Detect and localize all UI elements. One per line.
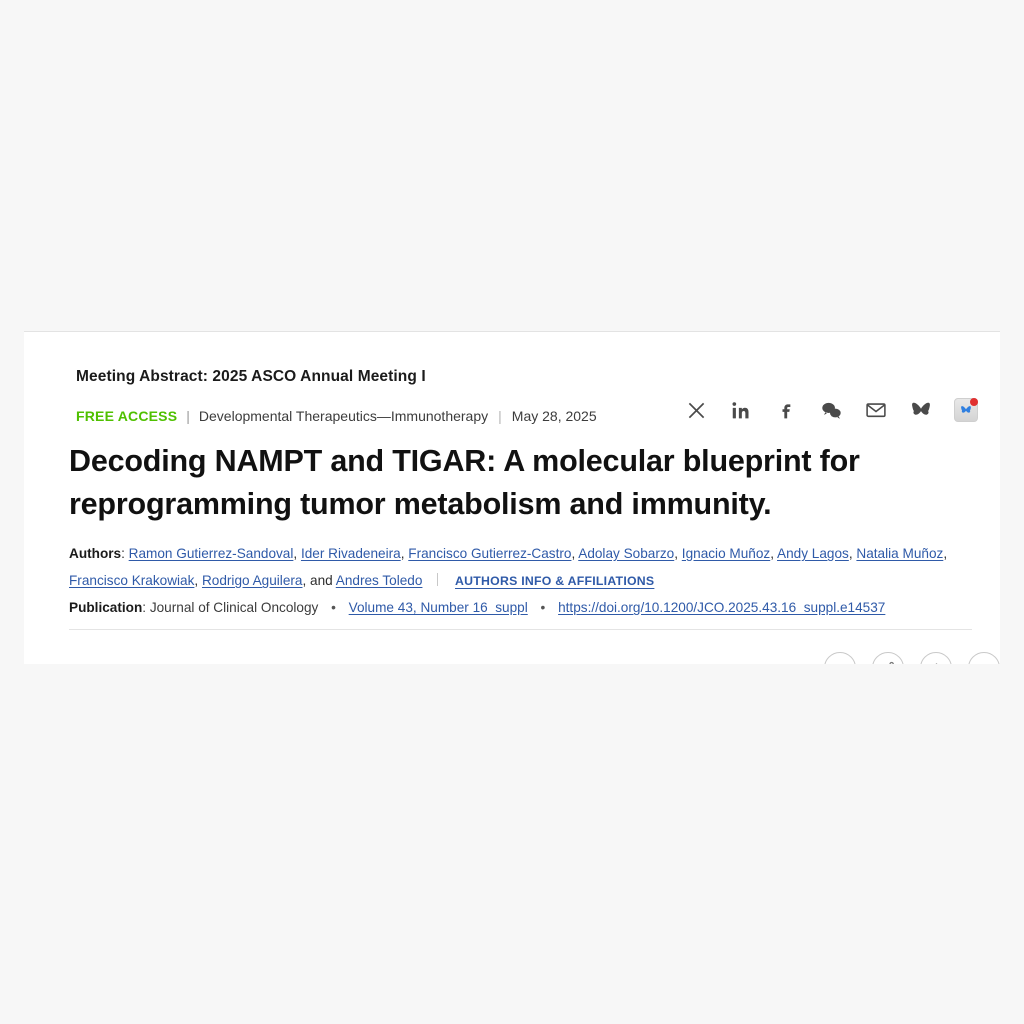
wechat-icon[interactable]: [819, 398, 843, 422]
facebook-icon[interactable]: [774, 398, 798, 422]
free-access-badge: FREE ACCESS: [76, 408, 178, 424]
authors-info-affiliations-link[interactable]: AUTHORS INFO & AFFILIATIONS: [455, 574, 655, 588]
article-header-card: [24, 331, 1000, 664]
author-link[interactable]: Ider Rivadeneira: [300, 546, 401, 561]
author-link[interactable]: Ramon Gutierrez-Sandoval: [128, 546, 294, 561]
email-icon[interactable]: [864, 398, 888, 422]
bluesky-app-badge-icon[interactable]: [954, 398, 978, 422]
publication-date: May 28, 2025: [511, 408, 597, 424]
author-link[interactable]: Rodrigo Aguilera: [201, 573, 303, 588]
authors-divider: [437, 573, 438, 586]
volume-link[interactable]: Volume 43, Number 16_suppl: [348, 600, 528, 615]
authors-block: Authors: Ramon Gutierrez-Sandoval, Ider Rivadeneira, Francisco Gutierrez-Castro, Adolay Sobarzo, Ignacio Muñoz, Andy Lagos, Natalia Muñoz, Francisco Krakowiak, Rodrigo Aguilera, and Andres Toledo AUTHORS INFO & AFFILIATIONS: [69, 546, 948, 588]
page-title: Decoding NAMPT and TIGAR: A molecular blueprint for reprogramming tumor metabolism and immunity.: [69, 444, 860, 521]
cite-icon[interactable]: [824, 652, 856, 664]
meta-separator-1: |: [186, 408, 190, 424]
meeting-abstract-label: Meeting Abstract: 2025 ASCO Annual Meeting I: [76, 368, 426, 385]
meta-separator-2: |: [498, 408, 502, 424]
authors-label: Authors: [69, 546, 122, 561]
social-share-row: [684, 398, 978, 422]
author-link[interactable]: Ignacio Muñoz: [681, 546, 771, 561]
share-icon[interactable]: [872, 652, 904, 664]
article-action-row: [824, 652, 1000, 664]
bullet-separator-2: •: [540, 600, 546, 615]
author-link[interactable]: Natalia Muñoz: [856, 546, 944, 561]
bullet-separator-1: •: [331, 600, 336, 615]
publication-colon: :: [142, 600, 147, 615]
section-name: Developmental Therapeutics—Immunotherapy: [198, 408, 489, 424]
publication-label: Publication: [69, 600, 143, 615]
more-options-icon[interactable]: [968, 652, 1000, 664]
bluesky-icon[interactable]: [909, 398, 933, 422]
author-link[interactable]: Francisco Gutierrez-Castro: [408, 546, 572, 561]
x-twitter-icon[interactable]: [684, 398, 708, 422]
access-meta-row: [76, 406, 597, 426]
authors-colon: :: [121, 546, 125, 561]
and-word: and: [310, 573, 333, 588]
author-link[interactable]: Francisco Krakowiak: [69, 573, 195, 588]
journal-name: Journal of Clinical Oncology: [149, 600, 319, 615]
doi-link[interactable]: https://doi.org/10.1200/JCO.2025.43.16_suppl.e14537: [558, 600, 886, 615]
notification-dot-icon: [970, 398, 978, 406]
pdf-download-icon[interactable]: [920, 652, 952, 664]
publication-row: [69, 600, 969, 615]
divider: [69, 629, 972, 630]
linkedin-icon[interactable]: [729, 398, 753, 422]
author-link[interactable]: Andres Toledo: [335, 573, 423, 588]
author-link[interactable]: Andy Lagos: [777, 546, 849, 561]
author-link[interactable]: Adolay Sobarzo: [578, 546, 675, 561]
